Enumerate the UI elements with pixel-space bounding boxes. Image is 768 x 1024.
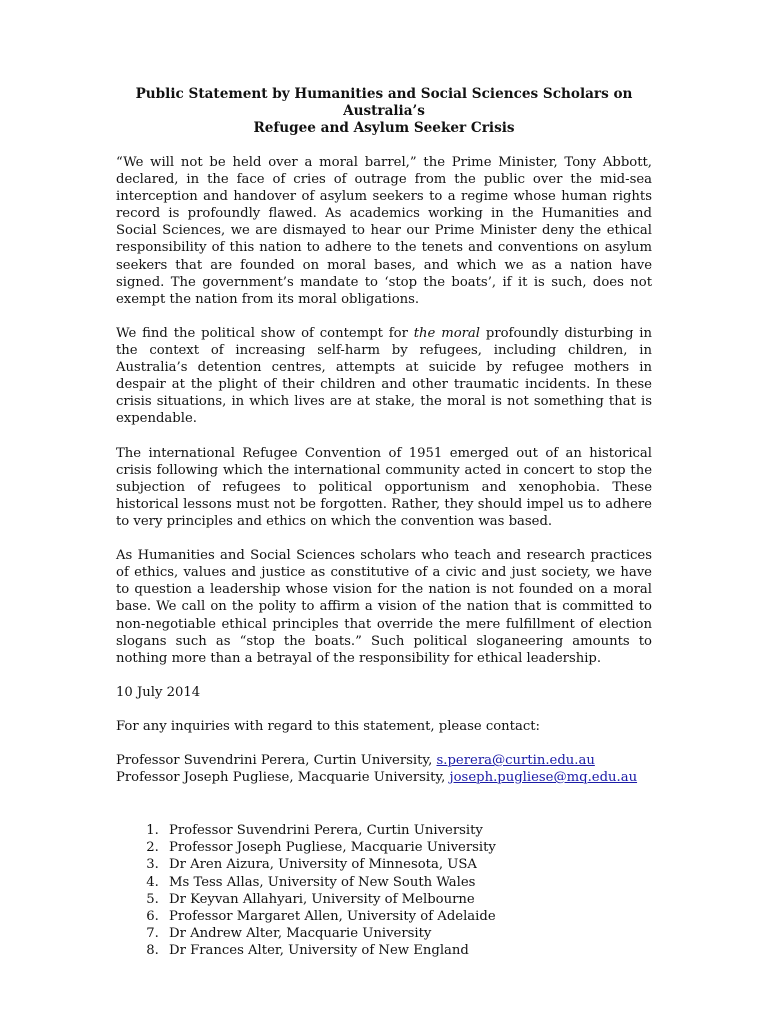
paragraph-4: As Humanities and Social Sciences scholars who teach and research practices of ethics, values and justice as constitutive of a civic and just society, we have to question a leadership whose vision for the nation is not founded on a moral base. We call on the polity to affirm a vision of the nation that is committed to non-negotiable ethical principles that override the mere fulfillment of election slogans such as “stop the boats.” Such political sloganeering amounts to nothing more than a betrayal of the responsibility for ethical leadership. bbox=[116, 548, 652, 666]
title-line-1: Public Statement by Humanities and Social Sciences Scholars on Australia’s bbox=[135, 86, 633, 119]
contact-name: Professor Joseph Pugliese, Macquarie University, bbox=[116, 770, 450, 786]
paragraph-2-start: We find the political show of contempt for bbox=[116, 325, 414, 341]
contact-line bbox=[116, 752, 652, 769]
paragraph-1: “We will not be held over a moral barrel,” the Prime Minister, Tony Abbott, declared, in the face of cries of outrage from the public over the mid-sea interception and handover of asylum seekers to a regime whose human rights record is profoundly flawed. As academics working in the Humanities and Social Sciences, we are dismayed to hear our Prime Minister deny the ethical responsibility of this nation to adhere to the tenets and conventions on asylum seekers that are founded on moral bases, and which we as a nation have signed. The government’s mandate to ‘stop the boats’, if it is such, does not exempt the nation from its moral obligations. bbox=[116, 155, 652, 307]
paragraph-2 bbox=[116, 325, 652, 428]
signatory-item: 1. Professor Suvendrini Perera, Curtin University bbox=[163, 822, 652, 839]
contact-line bbox=[116, 769, 652, 786]
paragraph-2-emphasis: the moral bbox=[413, 325, 481, 341]
contact-name: Professor Suvendrini Perera, Curtin University, bbox=[116, 753, 437, 769]
contact-list bbox=[116, 752, 652, 786]
paragraph-2-end: profoundly disturbing in the context of increasing self-harm by refugees, including children, in Australia’s detention centres, attempts at suicide by refugee mothers in despair at the plight of their children and other traumatic incidents. In these crisis situations, in which lives are at stake, the moral is not something that is expendable. bbox=[116, 325, 652, 427]
inquiries-text: For any inquiries with regard to this statement, please contact: bbox=[116, 719, 540, 734]
contact-email-link[interactable]: s.perera@curtin.edu.au bbox=[436, 753, 595, 769]
contact-email-link[interactable]: joseph.pugliese@mq.edu.au bbox=[449, 770, 638, 786]
signatory-list bbox=[116, 822, 652, 959]
signatory-item: 8. Dr Frances Alter, University of New England bbox=[163, 942, 652, 959]
signatory-item: 7. Dr Andrew Alter, Macquarie University bbox=[163, 925, 652, 942]
statement-date: 10 July 2014 bbox=[116, 684, 201, 700]
document-title bbox=[116, 86, 652, 137]
signatory-item: 5. Dr Keyvan Allahyari, University of Melbourne bbox=[163, 891, 652, 908]
paragraph-3: The international Refugee Convention of 1951 emerged out of an historical crisis following which the international community acted in concert to stop the subjection of refugees to political opportunism and xenophobia. These historical lessons must not be forgotten. Rather, they should impel us to adhere to very principles and ethics on which the convention was based. bbox=[116, 445, 652, 529]
signatory-item: 2. Professor Joseph Pugliese, Macquarie University bbox=[163, 839, 652, 856]
signatory-item: 4. Ms Tess Allas, University of New South Wales bbox=[163, 874, 652, 891]
signatory-item: 3. Dr Aren Aizura, University of Minnesota, USA bbox=[163, 856, 652, 873]
document-body bbox=[116, 86, 652, 959]
title-line-2: Refugee and Asylum Seeker Crisis bbox=[253, 120, 515, 136]
signatory-item: 6. Professor Margaret Allen, University of Adelaide bbox=[163, 908, 652, 925]
